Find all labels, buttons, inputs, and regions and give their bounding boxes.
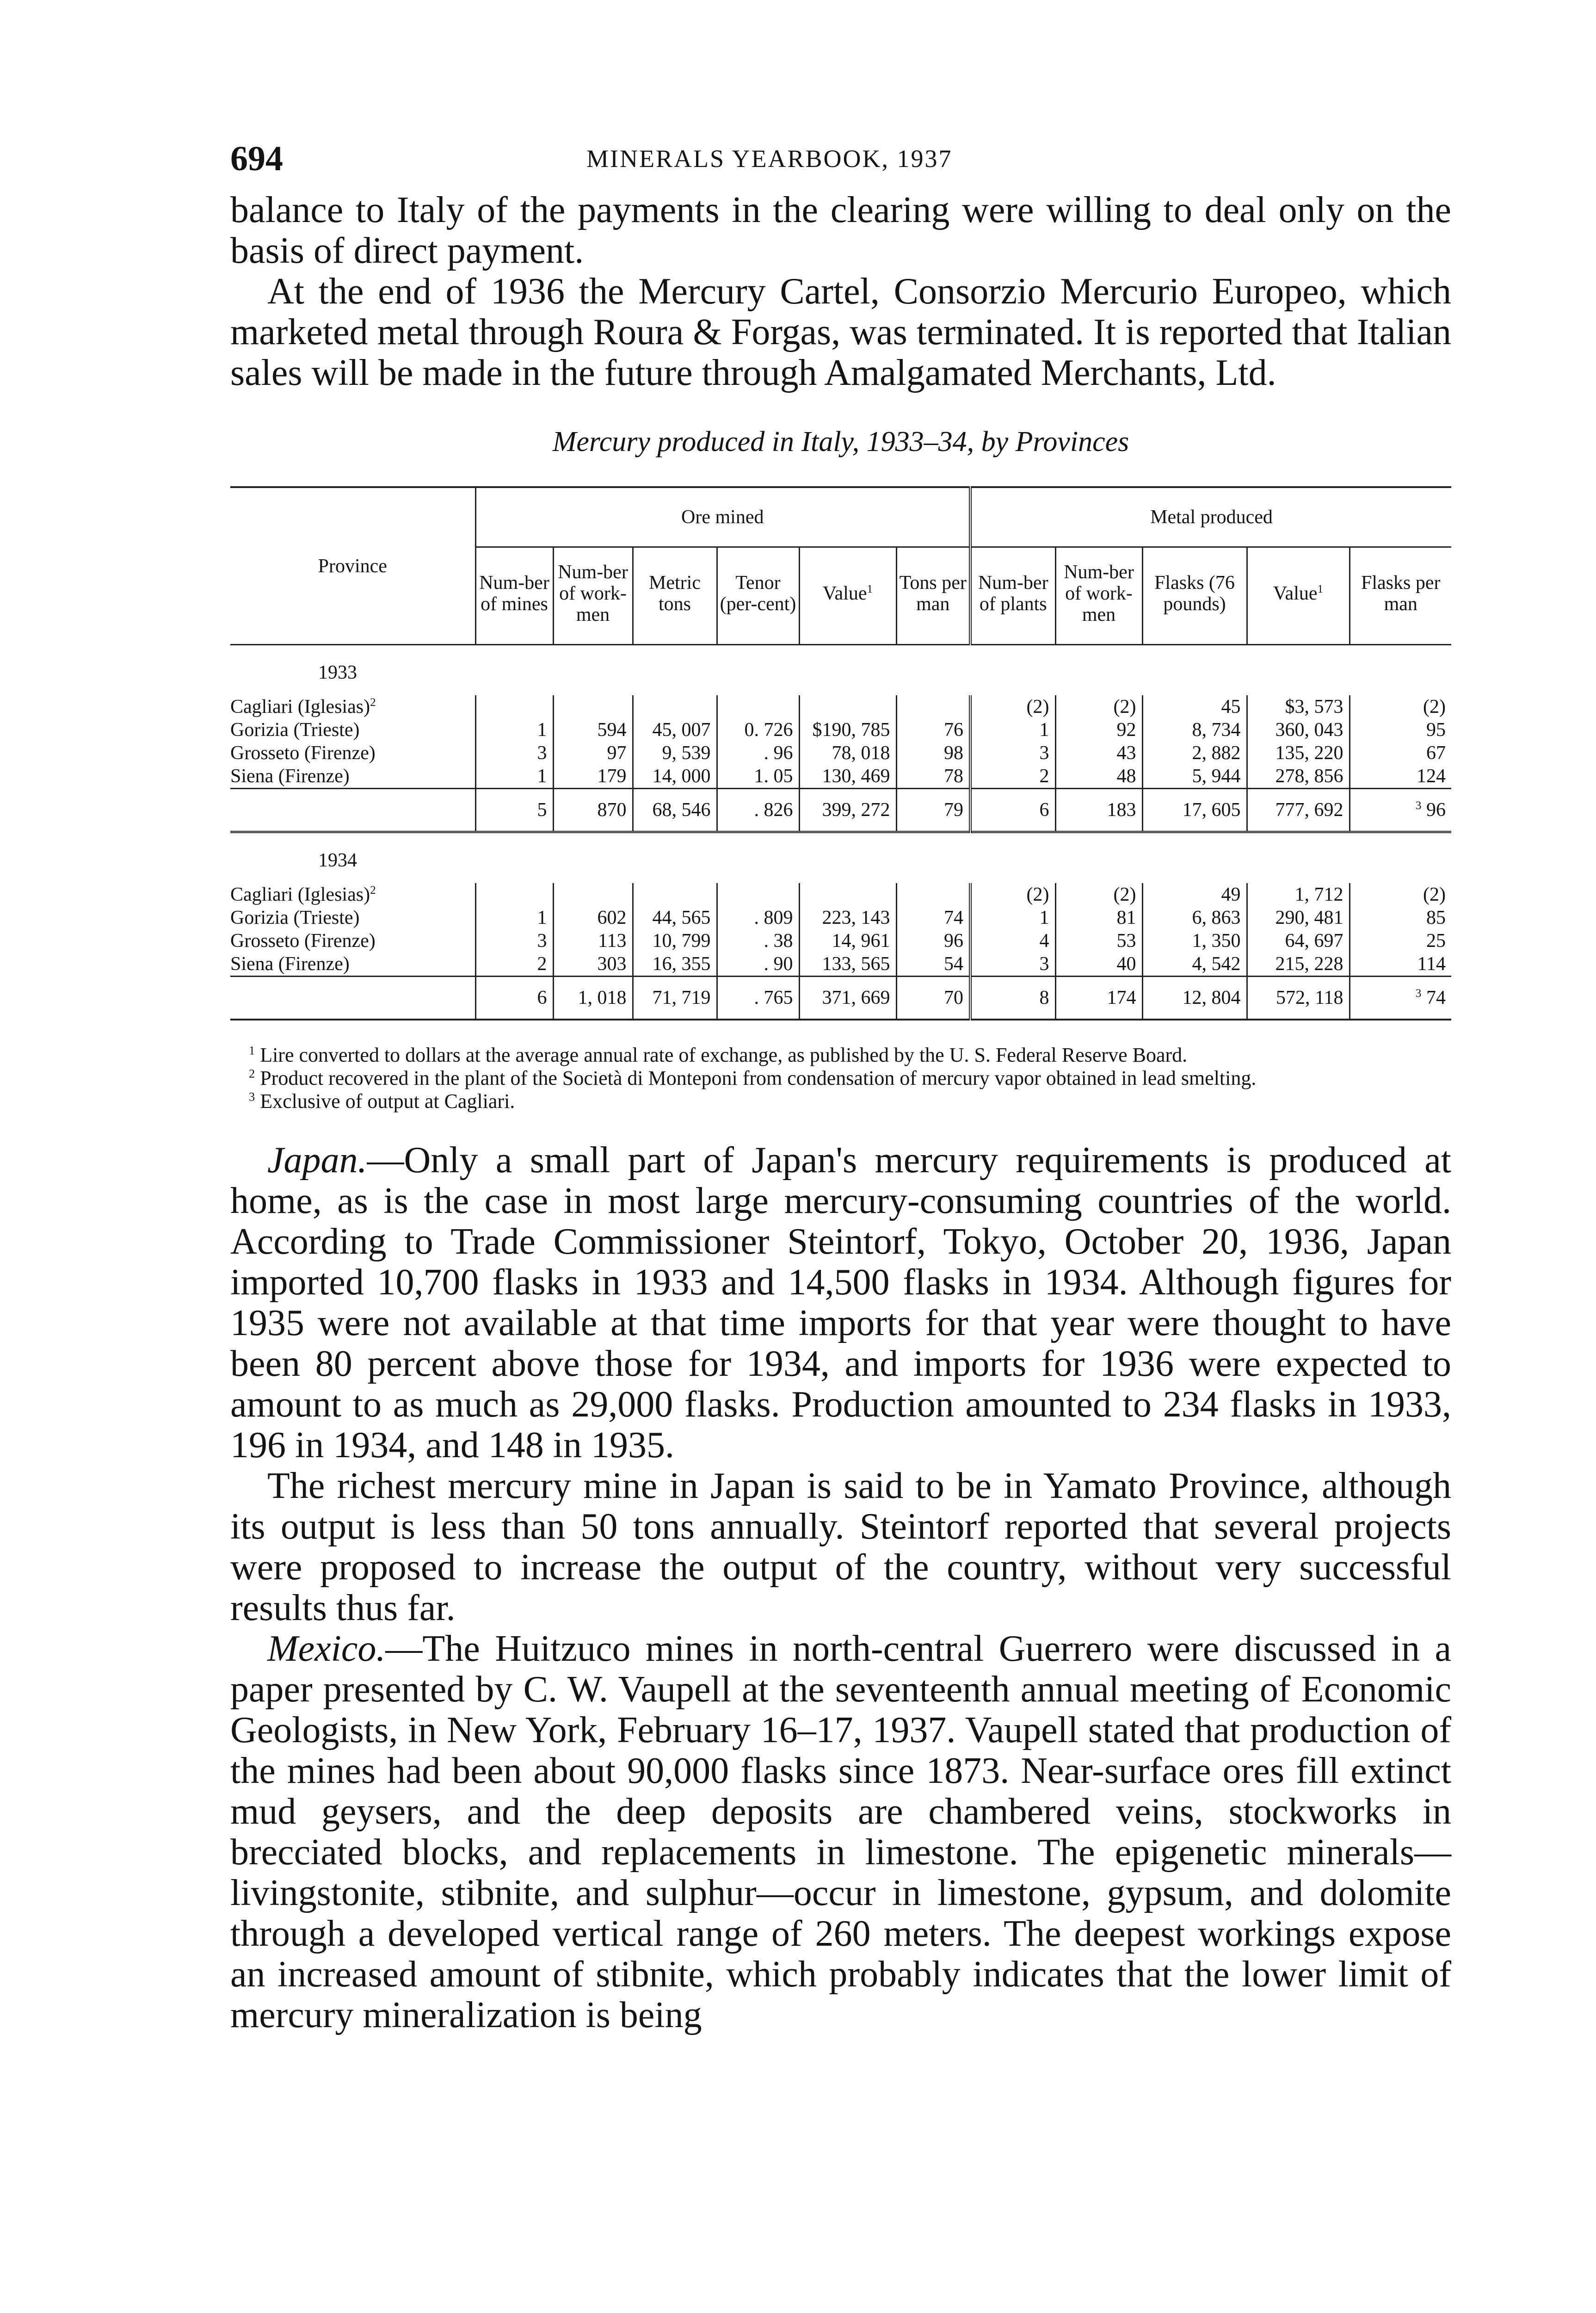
- cell-value: 130, 469: [799, 765, 896, 789]
- col-tenor: Tenor (per-cent): [717, 547, 799, 645]
- cell-mvalue: 360, 043: [1247, 718, 1350, 742]
- total-tpm: 79: [896, 789, 970, 832]
- cell-workmen: 113: [553, 929, 633, 952]
- cell-mvalue: 135, 220: [1247, 742, 1350, 765]
- cell-tons: 45, 007: [633, 718, 717, 742]
- table-row: [230, 906, 1451, 929]
- cell-workmen: [553, 883, 633, 906]
- footnote-1: $^1$ Lire converted to dollars at the average annual rate of exchange, as published by the U. S. Federal Reserve Board.: [249, 1043, 1188, 1066]
- total-tenor: . 826: [717, 789, 799, 832]
- cell-tpm: [896, 695, 970, 718]
- total-row: [230, 789, 1451, 832]
- province-cell: Grosseto (Firenze): [230, 742, 376, 764]
- total-row: [230, 977, 1451, 1020]
- cell-fpm: (2): [1350, 695, 1451, 718]
- page-header: [230, 139, 1451, 190]
- cell-plants: (2): [970, 695, 1055, 718]
- mexico-heading: Mexico.: [267, 1628, 386, 1669]
- cell-value: 133, 565: [799, 952, 896, 977]
- footnote-3: $^3$ Exclusive of output at Cagliari.: [249, 1089, 515, 1113]
- col-ore-workmen: Num-ber of work-men: [553, 547, 633, 645]
- cell-value: [799, 883, 896, 906]
- cell-fpm: 95: [1350, 718, 1451, 742]
- year-label: 1933: [318, 662, 357, 683]
- table-section-1934: [230, 832, 1451, 1020]
- total-workmen: 870: [553, 789, 633, 832]
- cell-workmen: 97: [553, 742, 633, 765]
- year-row: [230, 645, 1451, 696]
- total-value: 399, 272: [799, 789, 896, 832]
- col-metric-tons: Metric tons: [633, 547, 717, 645]
- cell-mvalue: 290, 481: [1247, 906, 1350, 929]
- cell-mworkmen: (2): [1055, 883, 1142, 906]
- total-label-cell: [230, 977, 475, 1020]
- cell-tpm: 74: [896, 906, 970, 929]
- cell-tpm: 78: [896, 765, 970, 789]
- cell-mines: 1: [475, 906, 553, 929]
- cell-mines: 3: [475, 929, 553, 952]
- cell-plants: (2): [970, 883, 1055, 906]
- total-tenor: . 765: [717, 977, 799, 1020]
- cell-workmen: 602: [553, 906, 633, 929]
- cell-flasks: 4, 542: [1142, 952, 1247, 977]
- total-plants: 8: [970, 977, 1055, 1020]
- cell-mworkmen: 43: [1055, 742, 1142, 765]
- cell-mines: 1: [475, 718, 553, 742]
- running-title: MINERALS YEARBOOK, 1937: [586, 145, 953, 173]
- cell-flasks: 49: [1142, 883, 1247, 906]
- cell-mvalue: 64, 697: [1247, 929, 1350, 952]
- cell-tpm: 76: [896, 718, 970, 742]
- cell-fpm: 85: [1350, 906, 1451, 929]
- page-number: 694: [230, 139, 283, 178]
- total-mworkmen: 183: [1055, 789, 1142, 832]
- cell-tons: [633, 883, 717, 906]
- cell-mvalue: 1, 712: [1247, 883, 1350, 906]
- province-header: Province: [230, 487, 475, 645]
- cell-flasks: 6, 863: [1142, 906, 1247, 929]
- table-row: [230, 742, 1451, 765]
- intro-paragraph-1: balance to Italy of the payments in the clearing were willing to deal only on the basis of direct payment.: [230, 190, 1451, 271]
- total-mines: 5: [475, 789, 553, 832]
- cell-tons: 9, 539: [633, 742, 717, 765]
- cell-workmen: 179: [553, 765, 633, 789]
- col-flasks-per-man: Flasks per man: [1350, 547, 1451, 645]
- table-group-header: [230, 487, 1451, 547]
- cell-tons: 44, 565: [633, 906, 717, 929]
- total-label-cell: [230, 789, 475, 832]
- total-flasks: 12, 804: [1142, 977, 1247, 1020]
- page: [230, 139, 1451, 2035]
- cell-mworkmen: 48: [1055, 765, 1142, 789]
- col-metal-workmen: Num-ber of work-men: [1055, 547, 1142, 645]
- col-tons-per-man: Tons per man: [896, 547, 970, 645]
- table-row: [230, 883, 1451, 906]
- cell-tons: [633, 695, 717, 718]
- total-fpm: $^3$ 74: [1350, 977, 1451, 1020]
- mercury-italy-table: [230, 486, 1451, 1020]
- japan-paragraph-1: Japan.—Only a small part of Japan's mercury requirements is produced at home, as is the case in most large mercury-consuming countries of the world. According to Trade Commissioner Steintorf, Tokyo, October 20, 1936, Japan imported 10,700 flasks in 1933 and 14,500 flasks in 1934. Although figures for 1935 were not available at that time imports for that year were thought to have been 80 percent above those for 1934, and imports for 1936 were expected to amount to as much as 29,000 flasks. Production amounted to 234 flasks in 1933, 196 in 1934, and 148 in 1935.: [230, 1140, 1451, 1466]
- province-cell: Siena (Firenze): [230, 766, 350, 787]
- cell-mworkmen: (2): [1055, 695, 1142, 718]
- cell-tenor: 0. 726: [717, 718, 799, 742]
- province-cell: Cagliari (Iglesias)$^2$: [230, 696, 376, 717]
- cell-fpm: 124: [1350, 765, 1451, 789]
- table-row: [230, 952, 1451, 977]
- table-row: [230, 695, 1451, 718]
- cell-mvalue: 278, 856: [1247, 765, 1350, 789]
- intro-paragraph-2: At the end of 1936 the Mercury Cartel, Consorzio Mercurio Europeo, which marketed metal through Roura & Forgas, was terminated. It is reported that Italian sales will be made in the future through Amalgamated Merchants, Ltd.: [230, 271, 1451, 393]
- col-ore-value: Value$^1$: [799, 547, 896, 645]
- cell-tenor: . 90: [717, 952, 799, 977]
- total-tons: 68, 546: [633, 789, 717, 832]
- mexico-paragraph: Mexico.—The Huitzuco mines in north-central Guerrero were discussed in a paper presented by C. W. Vaupell at the seventeenth annual meeting of Economic Geologists, in New York, February 16–17, 1937. Vaupell stated that production of the mines had been about 90,000 flasks since 1873. Near-surface ores fill extinct mud geysers, and the deep deposits are chambered veins, stockworks in brecciated blocks, and replacements in limestone. The epigenetic minerals—livingstonite, stibnite, and sulphur—occur in limestone, gypsum, and dolomite through a developed vertical range of 260 meters. The deepest workings expose an increased amount of stibnite, which probably indicates that the lower limit of mercury mineralization is being: [230, 1628, 1451, 2035]
- cell-mworkmen: 40: [1055, 952, 1142, 977]
- cell-tenor: [717, 695, 799, 718]
- cell-workmen: 594: [553, 718, 633, 742]
- cell-plants: 3: [970, 742, 1055, 765]
- col-mines: Num-ber of mines: [475, 547, 553, 645]
- cell-workmen: 303: [553, 952, 633, 977]
- cell-tenor: . 96: [717, 742, 799, 765]
- cell-mworkmen: 81: [1055, 906, 1142, 929]
- total-plants: 6: [970, 789, 1055, 832]
- cell-tons: 16, 355: [633, 952, 717, 977]
- cell-fpm: (2): [1350, 883, 1451, 906]
- total-value: 371, 669: [799, 977, 896, 1020]
- cell-flasks: 45: [1142, 695, 1247, 718]
- col-plants: Num-ber of plants: [970, 547, 1055, 645]
- province-cell: Cagliari (Iglesias)$^2$: [230, 884, 376, 905]
- cell-mines: 3: [475, 742, 553, 765]
- cell-tpm: 98: [896, 742, 970, 765]
- cell-mines: [475, 883, 553, 906]
- province-cell: Grosseto (Firenze): [230, 930, 376, 952]
- cell-tons: 14, 000: [633, 765, 717, 789]
- cell-mvalue: 215, 228: [1247, 952, 1350, 977]
- japan-paragraph-2: The richest mercury mine in Japan is said to be in Yamato Province, although its output is less than 50 tons annually. Steintorf reported that several projects were proposed to increase the output of the country, without very successful results thus far.: [230, 1466, 1451, 1628]
- cell-value: 78, 018: [799, 742, 896, 765]
- ore-mined-header: Ore mined: [475, 487, 970, 547]
- cell-tpm: [896, 883, 970, 906]
- footnote-2: $^2$ Product recovered in the plant of the Società di Monteponi from condensation of mercury vapor obtained in lead smelting.: [249, 1066, 1257, 1089]
- cell-value: 14, 961: [799, 929, 896, 952]
- cell-value: $190, 785: [799, 718, 896, 742]
- metal-produced-header: Metal produced: [970, 487, 1451, 547]
- cell-value: 223, 143: [799, 906, 896, 929]
- cell-flasks: 1, 350: [1142, 929, 1247, 952]
- col-flasks: Flasks (76 pounds): [1142, 547, 1247, 645]
- total-mvalue: 572, 118: [1247, 977, 1350, 1020]
- total-fpm: $^3$ 96: [1350, 789, 1451, 832]
- cell-mworkmen: 53: [1055, 929, 1142, 952]
- year-label: 1934: [318, 850, 357, 871]
- cell-plants: 1: [970, 718, 1055, 742]
- cell-tons: 10, 799: [633, 929, 717, 952]
- cell-mines: 1: [475, 765, 553, 789]
- year-row: [230, 832, 1451, 884]
- table-row: [230, 718, 1451, 742]
- japan-heading: Japan.: [267, 1140, 367, 1181]
- table-row: [230, 929, 1451, 952]
- cell-plants: 1: [970, 906, 1055, 929]
- cell-flasks: 2, 882: [1142, 742, 1247, 765]
- cell-mvalue: $3, 573: [1247, 695, 1350, 718]
- cell-mines: [475, 695, 553, 718]
- total-tpm: 70: [896, 977, 970, 1020]
- total-mworkmen: 174: [1055, 977, 1142, 1020]
- cell-fpm: 114: [1350, 952, 1451, 977]
- col-metal-value: Value$^1$: [1247, 547, 1350, 645]
- cell-plants: 3: [970, 952, 1055, 977]
- cell-tenor: . 38: [717, 929, 799, 952]
- cell-tenor: . 809: [717, 906, 799, 929]
- province-cell: Gorizia (Trieste): [230, 907, 360, 928]
- total-tons: 71, 719: [633, 977, 717, 1020]
- total-mines: 6: [475, 977, 553, 1020]
- province-cell: Siena (Firenze): [230, 953, 350, 975]
- cell-tpm: 54: [896, 952, 970, 977]
- table-section-1933: [230, 645, 1451, 832]
- table-footnotes: [230, 1045, 1451, 1112]
- table-row: [230, 765, 1451, 789]
- province-cell: Gorizia (Trieste): [230, 719, 360, 741]
- cell-plants: 4: [970, 929, 1055, 952]
- cell-workmen: [553, 695, 633, 718]
- cell-fpm: 25: [1350, 929, 1451, 952]
- cell-value: [799, 695, 896, 718]
- cell-flasks: 8, 734: [1142, 718, 1247, 742]
- cell-tenor: 1. 05: [717, 765, 799, 789]
- table-caption: Mercury produced in Italy, 1933–34, by Provinces: [552, 426, 1129, 458]
- cell-tenor: [717, 883, 799, 906]
- cell-mines: 2: [475, 952, 553, 977]
- total-mvalue: 777, 692: [1247, 789, 1350, 832]
- cell-plants: 2: [970, 765, 1055, 789]
- cell-mworkmen: 92: [1055, 718, 1142, 742]
- total-workmen: 1, 018: [553, 977, 633, 1020]
- total-flasks: 17, 605: [1142, 789, 1247, 832]
- cell-tpm: 96: [896, 929, 970, 952]
- cell-fpm: 67: [1350, 742, 1451, 765]
- cell-flasks: 5, 944: [1142, 765, 1247, 789]
